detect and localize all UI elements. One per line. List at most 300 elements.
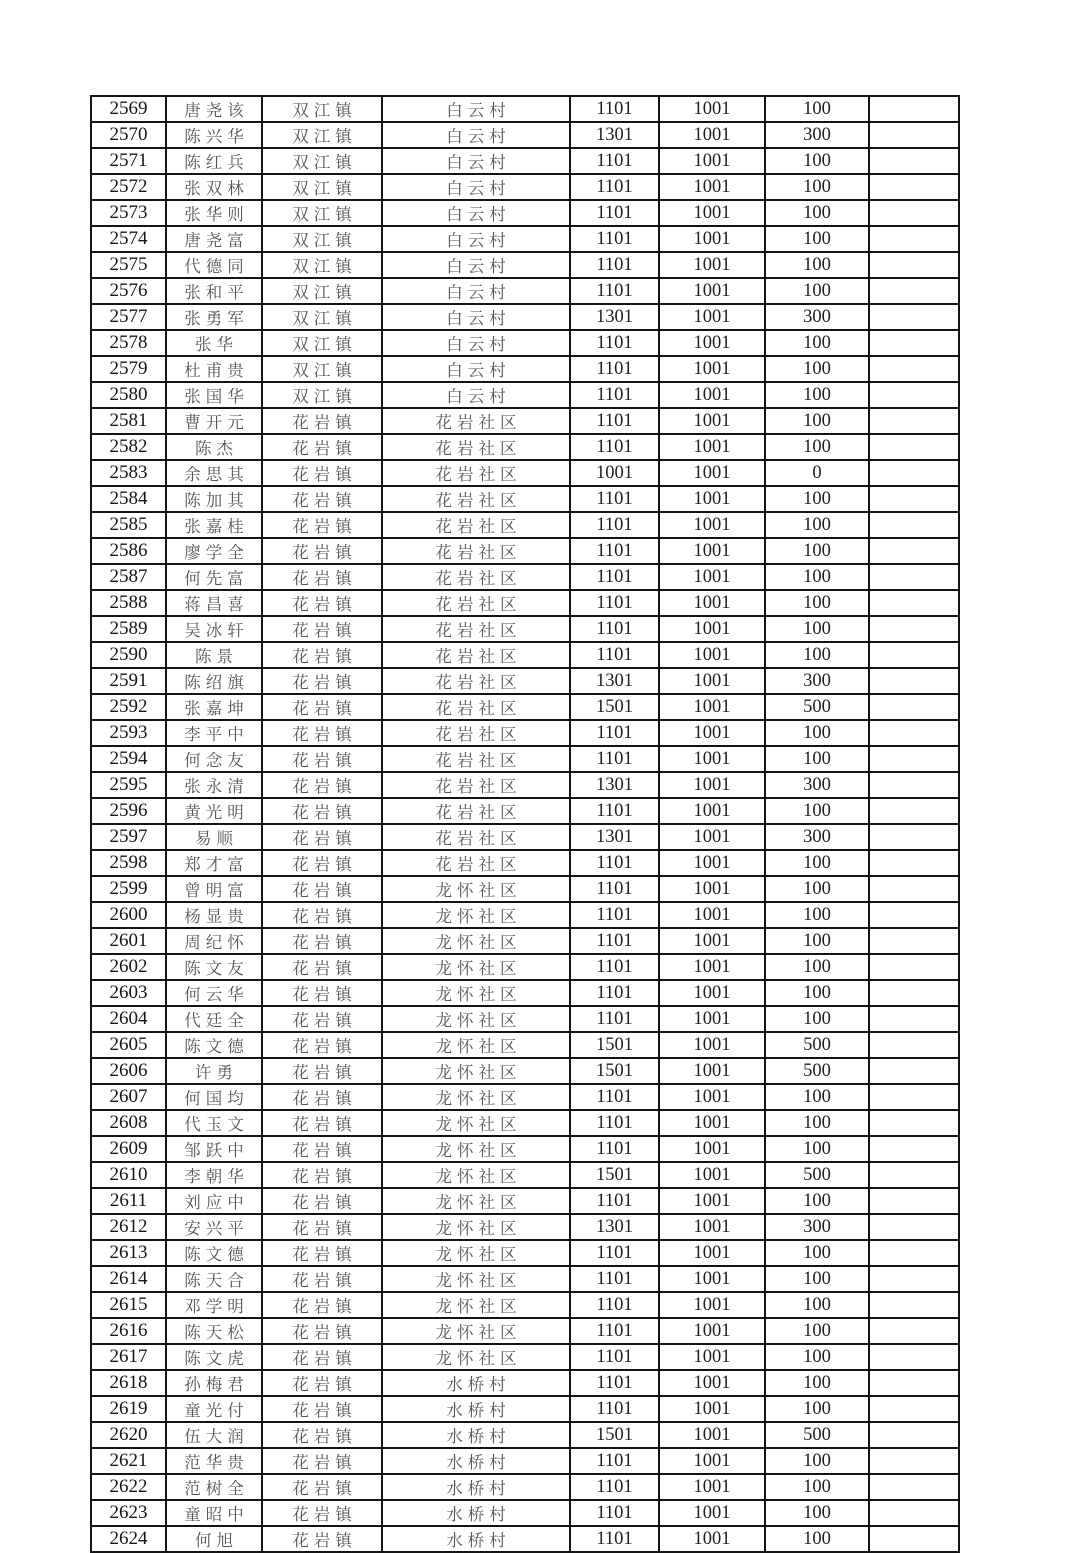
table-row	[91, 1058, 959, 1084]
table-cell: 花岩镇	[262, 408, 382, 434]
table-cell: 花岩社区	[382, 486, 570, 512]
table-cell: 双江镇	[262, 122, 382, 148]
table-cell: 双江镇	[262, 278, 382, 304]
table-cell: 张国华	[166, 382, 262, 408]
table-cell: 杨显贵	[166, 902, 262, 928]
table-cell: 陈加其	[166, 486, 262, 512]
table-cell: 2572	[91, 174, 166, 200]
table-cell: 花岩社区	[382, 668, 570, 694]
table-cell: 花岩镇	[262, 694, 382, 720]
table-cell: 张华则	[166, 200, 262, 226]
table-row	[91, 798, 959, 824]
table-cell: 花岩镇	[262, 1084, 382, 1110]
table-cell: 1101	[570, 356, 659, 382]
table-cell	[869, 1162, 959, 1188]
table-cell: 花岩镇	[262, 1396, 382, 1422]
table-cell: 1101	[570, 1292, 659, 1318]
table-cell: 1101	[570, 538, 659, 564]
table-cell: 2621	[91, 1448, 166, 1474]
table-row	[91, 1240, 959, 1266]
table-cell: 500	[765, 1162, 869, 1188]
table-cell: 龙怀社区	[382, 1006, 570, 1032]
table-cell: 1001	[659, 460, 765, 486]
table-cell	[869, 1370, 959, 1396]
table-cell: 2590	[91, 642, 166, 668]
table-row	[91, 1110, 959, 1136]
table-cell: 1001	[659, 538, 765, 564]
table-cell: 白云村	[382, 356, 570, 382]
table-row	[91, 850, 959, 876]
table-cell: 1001	[659, 642, 765, 668]
table-cell	[869, 1344, 959, 1370]
table-cell: 1001	[659, 980, 765, 1006]
table-cell: 1001	[659, 1422, 765, 1448]
table-cell: 张嘉坤	[166, 694, 262, 720]
table-cell: 何国均	[166, 1084, 262, 1110]
table-cell: 陈兴华	[166, 122, 262, 148]
table-cell: 张双林	[166, 174, 262, 200]
table-cell	[869, 1006, 959, 1032]
table-cell: 1101	[570, 798, 659, 824]
table-cell: 1101	[570, 96, 659, 122]
table-cell: 唐尧该	[166, 96, 262, 122]
table-cell	[869, 616, 959, 642]
table-cell	[869, 902, 959, 928]
table-cell	[869, 96, 959, 122]
table-row	[91, 928, 959, 954]
table-cell: 2594	[91, 746, 166, 772]
table-cell	[869, 954, 959, 980]
table-cell: 龙怀社区	[382, 902, 570, 928]
table-cell: 孙梅君	[166, 1370, 262, 1396]
table-cell: 1101	[570, 1396, 659, 1422]
table-cell	[869, 694, 959, 720]
table-cell: 100	[765, 1006, 869, 1032]
table-cell: 100	[765, 1292, 869, 1318]
table-cell: 2591	[91, 668, 166, 694]
table-cell: 1001	[659, 564, 765, 590]
table-cell: 100	[765, 278, 869, 304]
table-cell: 陈文德	[166, 1240, 262, 1266]
table-cell: 1001	[659, 1526, 765, 1552]
table-cell: 1001	[659, 356, 765, 382]
table-cell: 郑才富	[166, 850, 262, 876]
table-cell: 1001	[659, 226, 765, 252]
table-cell: 曹开元	[166, 408, 262, 434]
table-cell: 1101	[570, 1188, 659, 1214]
table-cell: 100	[765, 590, 869, 616]
table-cell: 花岩镇	[262, 720, 382, 746]
table-cell: 陈景	[166, 642, 262, 668]
table-cell: 双江镇	[262, 148, 382, 174]
table-cell: 刘应中	[166, 1188, 262, 1214]
table-cell: 2577	[91, 304, 166, 330]
table-cell: 花岩镇	[262, 1344, 382, 1370]
table-cell: 曾明富	[166, 876, 262, 902]
table-cell: 1101	[570, 200, 659, 226]
table-cell: 廖学全	[166, 538, 262, 564]
table-cell: 花岩镇	[262, 1188, 382, 1214]
table-row	[91, 1474, 959, 1500]
table-cell: 花岩社区	[382, 590, 570, 616]
table-cell: 1001	[659, 512, 765, 538]
table-row	[91, 434, 959, 460]
table-cell: 1001	[659, 1344, 765, 1370]
table-cell: 1001	[659, 408, 765, 434]
table-cell: 花岩镇	[262, 486, 382, 512]
table-cell: 张勇军	[166, 304, 262, 330]
table-cell: 白云村	[382, 174, 570, 200]
table-cell: 双江镇	[262, 200, 382, 226]
table-cell: 花岩社区	[382, 408, 570, 434]
table-cell: 1101	[570, 382, 659, 408]
table-cell	[869, 1032, 959, 1058]
table-cell: 2614	[91, 1266, 166, 1292]
table-cell: 花岩社区	[382, 460, 570, 486]
table-cell: 花岩镇	[262, 928, 382, 954]
table-cell: 陈文友	[166, 954, 262, 980]
table-cell: 1301	[570, 668, 659, 694]
table-cell: 2609	[91, 1136, 166, 1162]
table-cell: 100	[765, 1110, 869, 1136]
table-cell: 300	[765, 824, 869, 850]
table-cell	[869, 304, 959, 330]
table-cell: 双江镇	[262, 356, 382, 382]
table-cell: 2612	[91, 1214, 166, 1240]
table-cell: 1101	[570, 720, 659, 746]
table-cell	[869, 1448, 959, 1474]
table-cell: 1101	[570, 330, 659, 356]
table-cell: 花岩社区	[382, 798, 570, 824]
table-cell: 2582	[91, 434, 166, 460]
table-cell: 1001	[659, 1214, 765, 1240]
table-cell: 1001	[659, 1396, 765, 1422]
table-row	[91, 304, 959, 330]
table-cell: 1101	[570, 928, 659, 954]
table-row	[91, 1526, 959, 1552]
table-cell: 2616	[91, 1318, 166, 1344]
table-cell: 1001	[659, 486, 765, 512]
table-cell: 1001	[659, 1084, 765, 1110]
table-cell: 龙怀社区	[382, 1136, 570, 1162]
table-cell: 陈杰	[166, 434, 262, 460]
table-cell: 白云村	[382, 252, 570, 278]
table-cell: 陈天合	[166, 1266, 262, 1292]
table-cell: 花岩镇	[262, 850, 382, 876]
table-cell: 2574	[91, 226, 166, 252]
table-cell: 1001	[659, 96, 765, 122]
table-cell: 1001	[659, 1292, 765, 1318]
table-cell: 1001	[659, 174, 765, 200]
table-cell: 水桥村	[382, 1422, 570, 1448]
table-cell: 1101	[570, 252, 659, 278]
table-cell: 300	[765, 122, 869, 148]
table-cell: 100	[765, 1500, 869, 1526]
table-cell: 花岩社区	[382, 824, 570, 850]
table-cell: 1101	[570, 616, 659, 642]
table-cell: 安兴平	[166, 1214, 262, 1240]
table-cell	[869, 772, 959, 798]
table-cell	[869, 356, 959, 382]
table-cell: 100	[765, 1266, 869, 1292]
table-cell: 2600	[91, 902, 166, 928]
table-cell: 花岩镇	[262, 590, 382, 616]
table-cell: 1001	[659, 1370, 765, 1396]
table-cell: 龙怀社区	[382, 1084, 570, 1110]
table-cell	[869, 200, 959, 226]
table-cell: 张嘉桂	[166, 512, 262, 538]
table-cell	[869, 1500, 959, 1526]
table-cell: 双江镇	[262, 330, 382, 356]
table-cell: 水桥村	[382, 1474, 570, 1500]
table-row	[91, 356, 959, 382]
table-cell	[869, 876, 959, 902]
table-cell: 代廷全	[166, 1006, 262, 1032]
table-cell	[869, 1240, 959, 1266]
table-cell: 2602	[91, 954, 166, 980]
table-cell: 白云村	[382, 382, 570, 408]
table-cell: 花岩镇	[262, 1448, 382, 1474]
table-body	[91, 96, 959, 1552]
table-cell: 2623	[91, 1500, 166, 1526]
table-cell: 2619	[91, 1396, 166, 1422]
table-cell: 伍大润	[166, 1422, 262, 1448]
table-cell	[869, 408, 959, 434]
table-cell	[869, 330, 959, 356]
table-cell: 2569	[91, 96, 166, 122]
table-cell: 1001	[659, 694, 765, 720]
table-cell: 2604	[91, 1006, 166, 1032]
table-cell: 水桥村	[382, 1448, 570, 1474]
table-cell: 花岩社区	[382, 642, 570, 668]
table-row	[91, 642, 959, 668]
table-cell	[869, 1110, 959, 1136]
table-cell: 100	[765, 1448, 869, 1474]
table-cell: 花岩镇	[262, 1318, 382, 1344]
table-cell: 范树全	[166, 1474, 262, 1500]
table-cell: 1001	[659, 850, 765, 876]
table-cell: 张永清	[166, 772, 262, 798]
table-cell: 花岩镇	[262, 1526, 382, 1552]
table-cell: 1001	[659, 252, 765, 278]
table-cell	[869, 1396, 959, 1422]
table-cell: 1501	[570, 694, 659, 720]
table-cell: 双江镇	[262, 252, 382, 278]
table-cell: 1101	[570, 1500, 659, 1526]
table-cell: 1001	[659, 954, 765, 980]
table-cell: 双江镇	[262, 96, 382, 122]
table-cell: 100	[765, 434, 869, 460]
table-cell: 1101	[570, 850, 659, 876]
table-cell: 100	[765, 1396, 869, 1422]
table-cell: 1001	[659, 668, 765, 694]
table-cell: 水桥村	[382, 1500, 570, 1526]
table-cell: 0	[765, 460, 869, 486]
table-cell: 花岩镇	[262, 1370, 382, 1396]
table-cell: 1301	[570, 824, 659, 850]
table-cell: 1001	[659, 1188, 765, 1214]
table-cell: 2575	[91, 252, 166, 278]
table-cell: 白云村	[382, 200, 570, 226]
table-cell: 2583	[91, 460, 166, 486]
table-cell: 100	[765, 564, 869, 590]
table-cell: 易顺	[166, 824, 262, 850]
table-cell: 代德同	[166, 252, 262, 278]
table-cell: 2587	[91, 564, 166, 590]
table-cell: 100	[765, 538, 869, 564]
table-cell: 2570	[91, 122, 166, 148]
table-row	[91, 564, 959, 590]
table-cell: 500	[765, 1422, 869, 1448]
table-cell	[869, 252, 959, 278]
table-cell: 1001	[659, 1500, 765, 1526]
table-cell: 白云村	[382, 226, 570, 252]
table-cell	[869, 1084, 959, 1110]
table-cell: 2578	[91, 330, 166, 356]
table-cell: 陈绍旗	[166, 668, 262, 694]
table-cell	[869, 226, 959, 252]
table-cell: 龙怀社区	[382, 1292, 570, 1318]
table-cell: 100	[765, 902, 869, 928]
table-cell	[869, 1474, 959, 1500]
table-cell	[869, 434, 959, 460]
table-cell: 龙怀社区	[382, 1058, 570, 1084]
table-cell: 100	[765, 876, 869, 902]
table-cell	[869, 564, 959, 590]
table-cell: 1001	[659, 1266, 765, 1292]
table-cell: 1101	[570, 1474, 659, 1500]
table-cell: 花岩社区	[382, 772, 570, 798]
table-cell	[869, 798, 959, 824]
table-cell	[869, 148, 959, 174]
table-cell: 花岩镇	[262, 824, 382, 850]
table-cell: 花岩镇	[262, 1214, 382, 1240]
table-cell: 水桥村	[382, 1370, 570, 1396]
table-cell: 1101	[570, 954, 659, 980]
table-cell: 2608	[91, 1110, 166, 1136]
table-cell: 许勇	[166, 1058, 262, 1084]
table-row	[91, 772, 959, 798]
table-cell: 白云村	[382, 278, 570, 304]
table-cell: 100	[765, 1474, 869, 1500]
table-cell: 花岩镇	[262, 798, 382, 824]
table-cell: 邹跃中	[166, 1136, 262, 1162]
table-cell: 100	[765, 200, 869, 226]
table-cell: 花岩镇	[262, 460, 382, 486]
table-cell: 花岩镇	[262, 1266, 382, 1292]
table-cell: 1101	[570, 1318, 659, 1344]
table-cell: 1301	[570, 304, 659, 330]
table-cell: 童光付	[166, 1396, 262, 1422]
table-cell: 花岩镇	[262, 1110, 382, 1136]
table-cell: 1001	[659, 1448, 765, 1474]
table-cell: 1301	[570, 772, 659, 798]
table-cell: 500	[765, 1032, 869, 1058]
table-cell: 龙怀社区	[382, 1032, 570, 1058]
table-cell: 何云华	[166, 980, 262, 1006]
table-row	[91, 616, 959, 642]
table-cell: 300	[765, 1214, 869, 1240]
table-cell: 100	[765, 1240, 869, 1266]
table-cell: 2620	[91, 1422, 166, 1448]
table-cell: 1001	[659, 382, 765, 408]
table-cell: 张华	[166, 330, 262, 356]
table-row	[91, 512, 959, 538]
table-cell: 100	[765, 330, 869, 356]
table-row	[91, 980, 959, 1006]
table-row	[91, 1318, 959, 1344]
table-cell: 2598	[91, 850, 166, 876]
table-row	[91, 1500, 959, 1526]
table-cell: 花岩镇	[262, 746, 382, 772]
table-cell: 1001	[659, 1318, 765, 1344]
roster-table	[90, 95, 960, 1553]
table-cell: 花岩社区	[382, 538, 570, 564]
table-cell: 龙怀社区	[382, 876, 570, 902]
table-cell: 花岩镇	[262, 616, 382, 642]
table-row	[91, 1344, 959, 1370]
table-cell: 1001	[659, 1474, 765, 1500]
table-cell: 2597	[91, 824, 166, 850]
table-cell: 花岩镇	[262, 1058, 382, 1084]
table-cell: 花岩镇	[262, 564, 382, 590]
table-cell: 陈文虎	[166, 1344, 262, 1370]
table-cell: 2596	[91, 798, 166, 824]
table-cell: 龙怀社区	[382, 1188, 570, 1214]
table-cell: 龙怀社区	[382, 954, 570, 980]
table-cell: 100	[765, 382, 869, 408]
table-row	[91, 226, 959, 252]
table-cell: 白云村	[382, 148, 570, 174]
table-cell: 1001	[659, 1136, 765, 1162]
table-row	[91, 954, 959, 980]
table-cell: 500	[765, 694, 869, 720]
table-cell: 龙怀社区	[382, 1110, 570, 1136]
table-cell: 1101	[570, 434, 659, 460]
table-cell: 花岩镇	[262, 954, 382, 980]
table-cell: 100	[765, 1084, 869, 1110]
table-cell	[869, 746, 959, 772]
table-cell: 1101	[570, 226, 659, 252]
table-row	[91, 720, 959, 746]
table-cell	[869, 668, 959, 694]
table-cell: 100	[765, 1188, 869, 1214]
table-cell: 双江镇	[262, 226, 382, 252]
table-cell: 1001	[659, 304, 765, 330]
table-row	[91, 668, 959, 694]
table-cell: 100	[765, 174, 869, 200]
table-cell: 1001	[659, 1240, 765, 1266]
table-cell: 1001	[659, 148, 765, 174]
table-cell: 余思其	[166, 460, 262, 486]
table-cell: 1001	[659, 746, 765, 772]
table-cell: 花岩镇	[262, 902, 382, 928]
table-cell: 1001	[659, 1006, 765, 1032]
table-cell: 100	[765, 148, 869, 174]
table-cell: 2579	[91, 356, 166, 382]
table-cell: 水桥村	[382, 1396, 570, 1422]
table-cell	[869, 980, 959, 1006]
table-cell	[869, 1266, 959, 1292]
table-cell: 300	[765, 304, 869, 330]
table-cell: 花岩镇	[262, 512, 382, 538]
table-cell: 双江镇	[262, 382, 382, 408]
table-cell: 白云村	[382, 96, 570, 122]
table-cell	[869, 850, 959, 876]
table-cell: 2624	[91, 1526, 166, 1552]
table-cell: 100	[765, 486, 869, 512]
table-row	[91, 330, 959, 356]
